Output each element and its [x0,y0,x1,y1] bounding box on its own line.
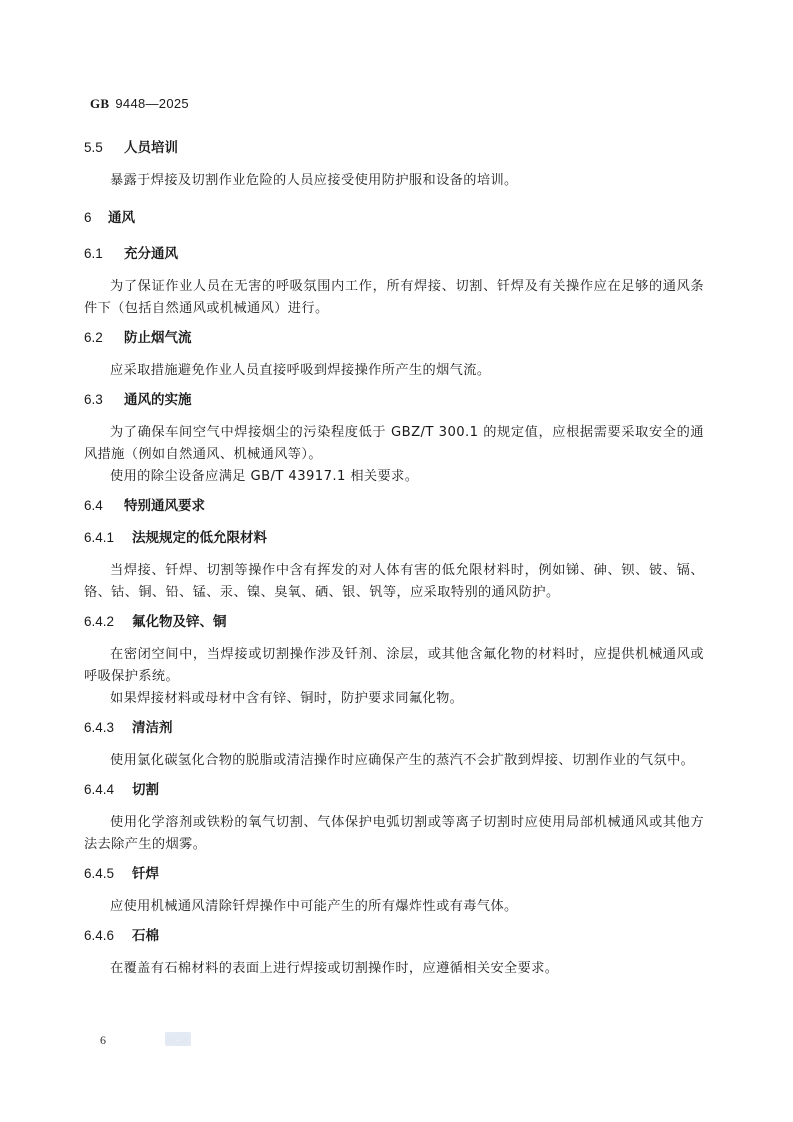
section-title: 石棉 [132,928,159,944]
document-body [84,138,704,980]
standard-number [90,96,189,112]
subsection-heading [84,528,704,548]
subsection-heading [84,864,704,884]
paragraph: 应使用机械通风清除钎焊操作中可能产生的所有爆炸性或有毒气体。 [110,899,518,914]
sac-logo-text: SAC [170,1035,186,1044]
section-number: 6.3 [84,392,103,407]
paragraph: 当焊接、钎焊、切割等操作中含有挥发的对人体有害的低允限材料时，例如锑、砷、钡、铍、镉、铬、钴、铜、铅、锰、汞、镍、臭氧、硒、银、钒等，应采取特别的通风防护。 [84,563,704,600]
section-heading [84,138,704,158]
section-title: 切割 [132,782,159,798]
paragraph: 使用的除尘设备应满足 GB/T 43917.1 相关要求。 [110,469,419,484]
section-number: 6.4.1 [84,530,115,545]
paragraph: 在覆盖有石棉材料的表面上进行焊接或切割操作时，应遵循相关安全要求。 [110,961,559,976]
subsection-heading [84,612,704,632]
paragraph: 为了保证作业人员在无害的呼吸氛围内工作，所有焊接、切割、钎焊及有关操作应在足够的通风条件下（包括自然通风或机械通风）进行。 [84,279,704,316]
paragraph: 为了确保车间空气中焊接烟尘的污染程度低于 GBZ/T 300.1 的规定值，应根据需要采取安全的通风措施（例如自然通风、机械通风等）。 [84,425,704,462]
section-number: 6.4.2 [84,614,115,629]
section-title: 钎焊 [132,866,159,882]
paragraph: 暴露于焊接及切割作业危险的人员应接受使用防护服和设备的培训。 [110,173,518,188]
section-heading [84,390,704,410]
chapter-heading [84,208,704,228]
subsection-heading [84,780,704,800]
page-number: 6 [100,1033,106,1047]
section-number: 6 [84,210,92,225]
section-number: 6.4.6 [84,928,115,943]
paragraph: 应采取措施避免作业人员直接呼吸到焊接操作所产生的烟气流。 [110,363,491,378]
section-title: 通风的实施 [124,392,192,408]
paragraph: 如果焊接材料或母材中含有锌、铜时，防护要求同氟化物。 [110,691,464,706]
section-heading [84,328,704,348]
section-number: 6.4.5 [84,866,115,881]
paragraph: 使用化学溶剂或铁粉的氧气切割、气体保护电弧切割或等离子切割时应使用局部机械通风或其他方法去除产生的烟雾。 [84,815,704,852]
sac-logo-icon [165,1032,191,1046]
section-title: 人员培训 [124,140,178,156]
section-title: 充分通风 [124,246,178,262]
section-number: 6.1 [84,246,103,261]
section-number: 6.4.3 [84,720,115,735]
section-number: 6.4.4 [84,782,115,797]
paragraph: 在密闭空间中，当焊接或切割操作涉及钎剂、涂层，或其他含氟化物的材料时，应提供机械通风或呼吸保护系统。 [84,647,704,684]
standard-prefix: GB [90,96,110,111]
section-title: 氟化物及锌、铜 [132,614,227,630]
subsection-heading [84,718,704,738]
section-heading [84,496,704,516]
standard-code: 9448—2025 [115,96,189,111]
section-title: 清洁剂 [132,720,173,736]
section-title: 特别通风要求 [124,498,205,514]
section-number: 5.5 [84,140,103,155]
subsection-heading [84,926,704,946]
section-heading [84,244,704,264]
section-title: 法规规定的低允限材料 [132,530,267,546]
paragraph: 使用氯化碳氢化合物的脱脂或清洁操作时应确保产生的蒸汽不会扩散到焊接、切割作业的气氛中。 [110,753,695,768]
section-number: 6.4 [84,498,103,513]
section-number: 6.2 [84,330,103,345]
section-title: 通风 [108,210,135,226]
section-title: 防止烟气流 [124,330,192,346]
